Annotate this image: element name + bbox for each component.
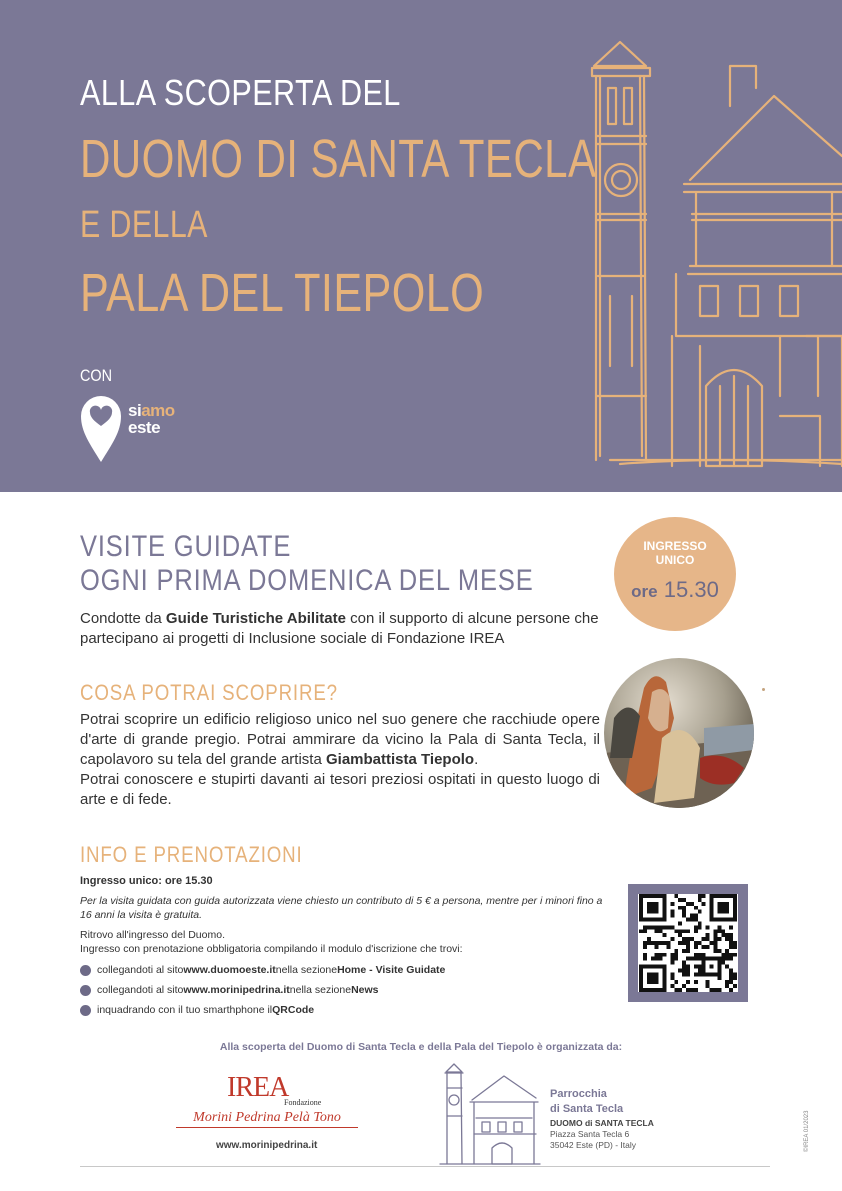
irea-logo-name: IREA [227, 1072, 289, 1103]
address-line-2: Piazza Santa Tecla 6 [550, 1129, 630, 1139]
cosa-p1-pre: Potrai scoprire un edificio religioso unico nel suo genere che racchiude opere d'arte di grande pregio. Potrai ammirare da vicino la Pala di Santa Tecla, il capolavoro su tela del grande artista [80, 711, 600, 768]
badge-line-2: UNICO [655, 553, 695, 567]
heart-pin-icon [80, 394, 122, 464]
title-line-3: E DELLA [80, 204, 208, 246]
visite-text-bold: Guide Turistiche Abilitate [165, 610, 346, 627]
list-item [80, 960, 620, 980]
qrcode-label: QRCode [272, 1004, 315, 1016]
logo-text-siamo: siamo [128, 401, 175, 420]
bullet-icon [80, 985, 91, 996]
irea-logo-subtitle: Morini Pedrina Pelà Tono [176, 1110, 358, 1128]
bullet-section: Home - Visite Guidate [337, 964, 446, 976]
title-line-2: DUOMO DI SANTA TECLA [80, 129, 597, 189]
visite-heading-line-1: VISITE GUIDATE [80, 530, 292, 563]
address-line-1: DUOMO di SANTA TECLA [550, 1118, 654, 1128]
badge-time: 15.30 [663, 577, 719, 602]
decorative-dot [762, 688, 765, 691]
visite-heading-line-2: OGNI PRIMA DOMENICA DEL MESE [80, 564, 534, 597]
bullet-text-pre: collegandoti al sito [97, 964, 184, 976]
cosa-paragraph-2: Potrai conoscere e stupirti davanti ai tesori preziosi ospitati in questo luogo di arte e di fede. [80, 771, 600, 808]
header-banner [0, 0, 842, 492]
bullet-icon [80, 965, 91, 976]
bullet-section: News [351, 984, 379, 996]
morinipedrina-link[interactable]: www.morinipedrina.it [183, 984, 290, 996]
visite-text-post: con il supporto di alcune persone che partecipano ai progetti di Inclusione sociale di Fondazione IREA [80, 610, 599, 647]
info-heading: INFO E PRENOTAZIONI [80, 842, 303, 867]
bullet-text-mid: nella sezione [275, 964, 338, 976]
parrocchia-address [550, 1118, 654, 1151]
parrocchia-line-2: di Santa Tecla [550, 1103, 624, 1115]
title-line-4: PALA DEL TIEPOLO [80, 263, 485, 323]
badge-ore: ore [631, 582, 658, 601]
qr-code[interactable] [628, 884, 748, 1002]
irea-logo-fondazione: Fondazione [284, 1098, 322, 1107]
info-prenotazione: Ingresso con prenotazione obbligatoria compilando il modulo d'iscrizione che trovi: [80, 943, 463, 955]
siamo-este-logo [80, 394, 200, 466]
parrocchia-title [550, 1087, 623, 1117]
church-sketch-small-icon [436, 1060, 542, 1168]
irea-logo [176, 1072, 358, 1134]
church-sketch-illustration [580, 36, 842, 476]
address-line-3: 35042 Este (PD) - Italy [550, 1140, 636, 1150]
title-line-1: ALLA SCOPERTA DEL [80, 72, 401, 113]
visite-text-pre: Condotte da [80, 610, 166, 627]
duomoeste-link[interactable]: www.duomoeste.it [183, 964, 276, 976]
con-label: CON [80, 366, 113, 385]
visite-description [80, 609, 635, 649]
cosa-paragraph-1 [80, 710, 600, 770]
info-details [80, 874, 610, 956]
qr-code-icon [638, 894, 738, 992]
info-ingresso: Ingresso unico: ore 15.30 [80, 875, 213, 887]
booking-options-list [80, 960, 620, 1020]
cosa-description [80, 710, 600, 810]
copyright-text: ©IREA 01/2023 [804, 1110, 810, 1152]
list-item [80, 980, 620, 1000]
irea-website-link[interactable]: www.morinipedrina.it [216, 1140, 318, 1151]
tiepolo-painting-image [604, 658, 754, 808]
cosa-heading: COSA POTRAI SCOPRIRE? [80, 680, 338, 705]
organized-by-text: Alla scoperta del Duomo di Santa Tecla e della Pala del Tiepolo è organizzata da: [219, 1041, 623, 1053]
parrocchia-line-1: Parrocchia [550, 1088, 607, 1100]
footer-divider [80, 1166, 770, 1167]
logo-text-este: este [128, 418, 161, 437]
info-ritrovo: Ritrovo all'ingresso del Duomo. [80, 929, 225, 941]
bullet-text-pre: inquadrando con il tuo smarthphone il [97, 1004, 273, 1016]
ingresso-badge [614, 517, 736, 631]
bullet-text-pre: collegandoti al sito [97, 984, 184, 996]
list-item [80, 1000, 620, 1020]
badge-line-1: INGRESSO [643, 539, 707, 553]
cosa-p1-bold: Giambattista Tiepolo [325, 751, 475, 768]
info-contributo: Per la visita guidata con guida autorizzata viene chiesto un contributo di 5 € a persona, mentre per i minori fino a 16 anni la visita è gratuita. [80, 895, 603, 921]
bullet-text-mid: nella sezione [289, 984, 352, 996]
bullet-icon [80, 1005, 91, 1016]
visite-heading [80, 530, 534, 598]
cosa-p1-post: . [474, 751, 479, 768]
